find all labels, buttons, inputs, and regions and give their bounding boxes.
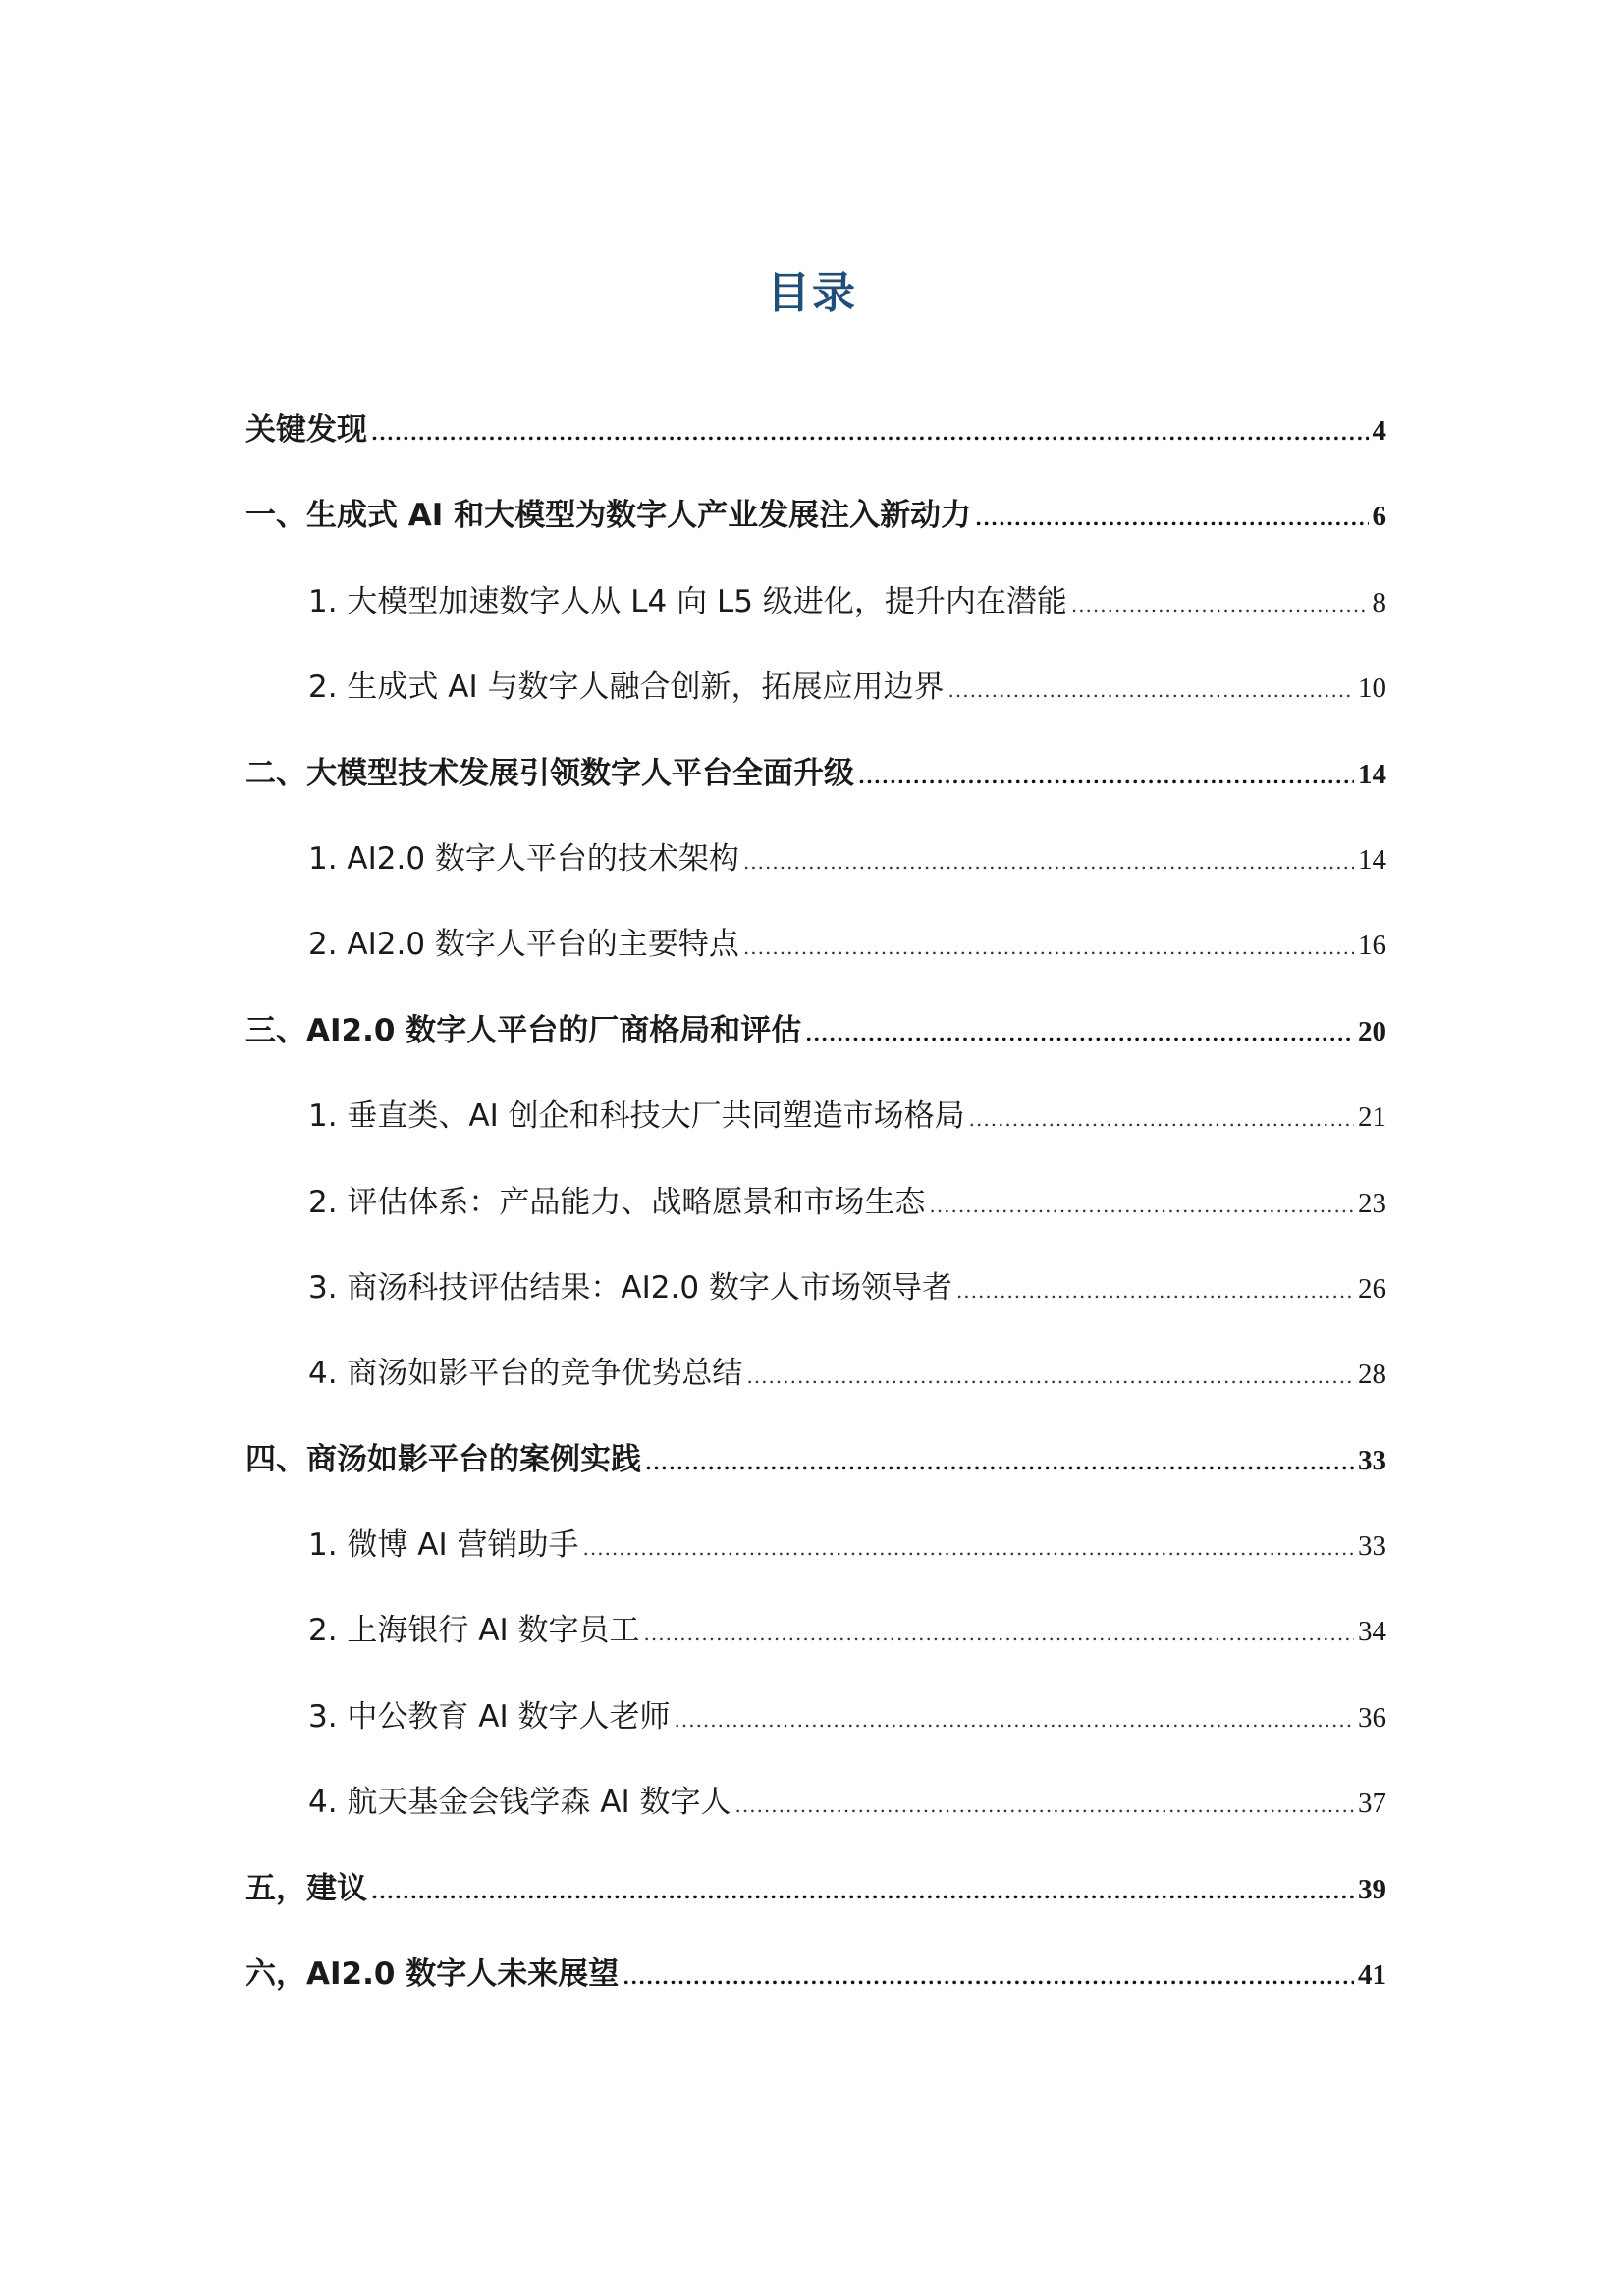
toc-entry-label: 三、AI2.0 数字人平台的厂商格局和评估	[245, 1012, 802, 1048]
toc-entry-page: 26	[1358, 1272, 1386, 1305]
toc-entry-page: 10	[1358, 672, 1386, 705]
toc-entry[interactable]	[245, 1687, 1386, 1773]
toc-entry[interactable]	[245, 1516, 1386, 1601]
toc-entry-label: 1. 大模型加速数字人从 L4 向 L5 级进化，提升内在潜能	[308, 583, 1067, 619]
toc-entry[interactable]	[245, 744, 1386, 829]
toc-list	[245, 400, 1386, 2030]
toc-leader-dots	[858, 747, 1354, 806]
toc-entry-label: 1. 微博 AI 营销助手	[308, 1527, 579, 1564]
toc-leader-dots	[975, 489, 1368, 548]
toc-entry-label: 4. 商汤如影平台的竞争优势总结	[308, 1356, 743, 1392]
toc-entry[interactable]	[245, 1859, 1386, 1945]
toc-leader-dots	[735, 1776, 1355, 1835]
toc-entry-page: 8	[1372, 586, 1386, 618]
toc-entry-page: 33	[1358, 1444, 1386, 1476]
toc-entry-page: 36	[1358, 1701, 1386, 1734]
toc-leader-dots	[956, 1261, 1354, 1320]
toc-leader-dots	[805, 1004, 1354, 1063]
toc-entry-label: 2. 上海银行 AI 数字员工	[308, 1613, 640, 1649]
toc-leader-dots	[371, 1862, 1354, 1921]
toc-entry[interactable]	[245, 400, 1386, 486]
toc-leader-dots	[743, 832, 1354, 891]
toc-entry[interactable]	[245, 915, 1386, 1000]
toc-leader-dots	[743, 918, 1354, 977]
toc-entry-page: 37	[1358, 1788, 1386, 1820]
toc-leader-dots	[969, 1090, 1354, 1148]
toc-entry[interactable]	[245, 1601, 1386, 1686]
toc-entry-label: 2. 生成式 AI 与数字人融合创新，拓展应用边界	[308, 669, 945, 706]
toc-entry-label: 1. AI2.0 数字人平台的技术架构	[308, 840, 739, 877]
toc-entry[interactable]	[245, 1173, 1386, 1258]
toc-entry[interactable]	[245, 1430, 1386, 1516]
toc-entry-label: 一、生成式 AI 和大模型为数字人产业发展注入新动力	[245, 498, 972, 534]
toc-leader-dots	[623, 1948, 1354, 2006]
toc-entry[interactable]	[245, 1773, 1386, 1858]
toc-entry-page: 23	[1358, 1187, 1386, 1219]
toc-entry-label: 1. 垂直类、AI 创企和科技大厂共同塑造市场格局	[308, 1098, 965, 1135]
toc-entry-page: 14	[1358, 843, 1386, 876]
toc-entry-page: 34	[1358, 1616, 1386, 1648]
toc-entry-label: 四、商汤如影平台的案例实践	[245, 1441, 641, 1477]
toc-entry[interactable]	[245, 1344, 1386, 1429]
toc-entry[interactable]	[245, 486, 1386, 571]
toc-entry[interactable]	[245, 1001, 1386, 1087]
toc-entry[interactable]	[245, 572, 1386, 658]
toc-entry-page: 4	[1372, 415, 1386, 447]
toc-leader-dots	[371, 403, 1369, 462]
toc-entry[interactable]	[245, 1087, 1386, 1172]
toc-entry-page: 21	[1358, 1101, 1386, 1134]
toc-entry-page: 39	[1358, 1873, 1386, 1905]
toc-leader-dots	[929, 1176, 1354, 1235]
toc-entry-page: 14	[1358, 758, 1386, 790]
toc-entry-label: 二、大模型技术发展引领数字人平台全面升级	[245, 755, 854, 791]
toc-title: 目录	[767, 268, 857, 318]
toc-entry-page: 20	[1358, 1015, 1386, 1047]
toc-entry-label: 六，AI2.0 数字人未来展望	[245, 1956, 620, 1993]
toc-entry-page: 28	[1358, 1359, 1386, 1391]
toc-leader-dots	[746, 1347, 1354, 1406]
toc-entry-label: 关键发现	[245, 412, 367, 448]
toc-entry-page: 6	[1372, 501, 1386, 533]
toc-entry-label: 4. 航天基金会钱学森 AI 数字人	[308, 1785, 731, 1821]
toc-leader-dots	[644, 1604, 1355, 1663]
toc-entry-page: 33	[1358, 1530, 1386, 1563]
toc-leader-dots	[675, 1690, 1355, 1749]
toc-leader-dots	[1071, 575, 1369, 634]
toc-entry[interactable]	[245, 1258, 1386, 1344]
toc-leader-dots	[948, 661, 1355, 720]
toc-entry[interactable]	[245, 1945, 1386, 2030]
toc-entry[interactable]	[245, 658, 1386, 743]
toc-entry-label: 3. 中公教育 AI 数字人老师	[308, 1698, 671, 1735]
toc-entry-label: 2. 评估体系：产品能力、战略愿景和市场生态	[308, 1184, 926, 1220]
toc-entry-label: 3. 商汤科技评估结果：AI2.0 数字人市场领导者	[308, 1269, 952, 1306]
toc-entry-label: 五，建议	[245, 1870, 367, 1906]
toc-entry-page: 16	[1358, 930, 1386, 962]
toc-leader-dots	[583, 1519, 1355, 1577]
toc-entry-page: 41	[1358, 1959, 1386, 1992]
toc-entry-label: 2. AI2.0 数字人平台的主要特点	[308, 927, 739, 963]
toc-leader-dots	[645, 1433, 1354, 1492]
toc-entry[interactable]	[245, 829, 1386, 915]
